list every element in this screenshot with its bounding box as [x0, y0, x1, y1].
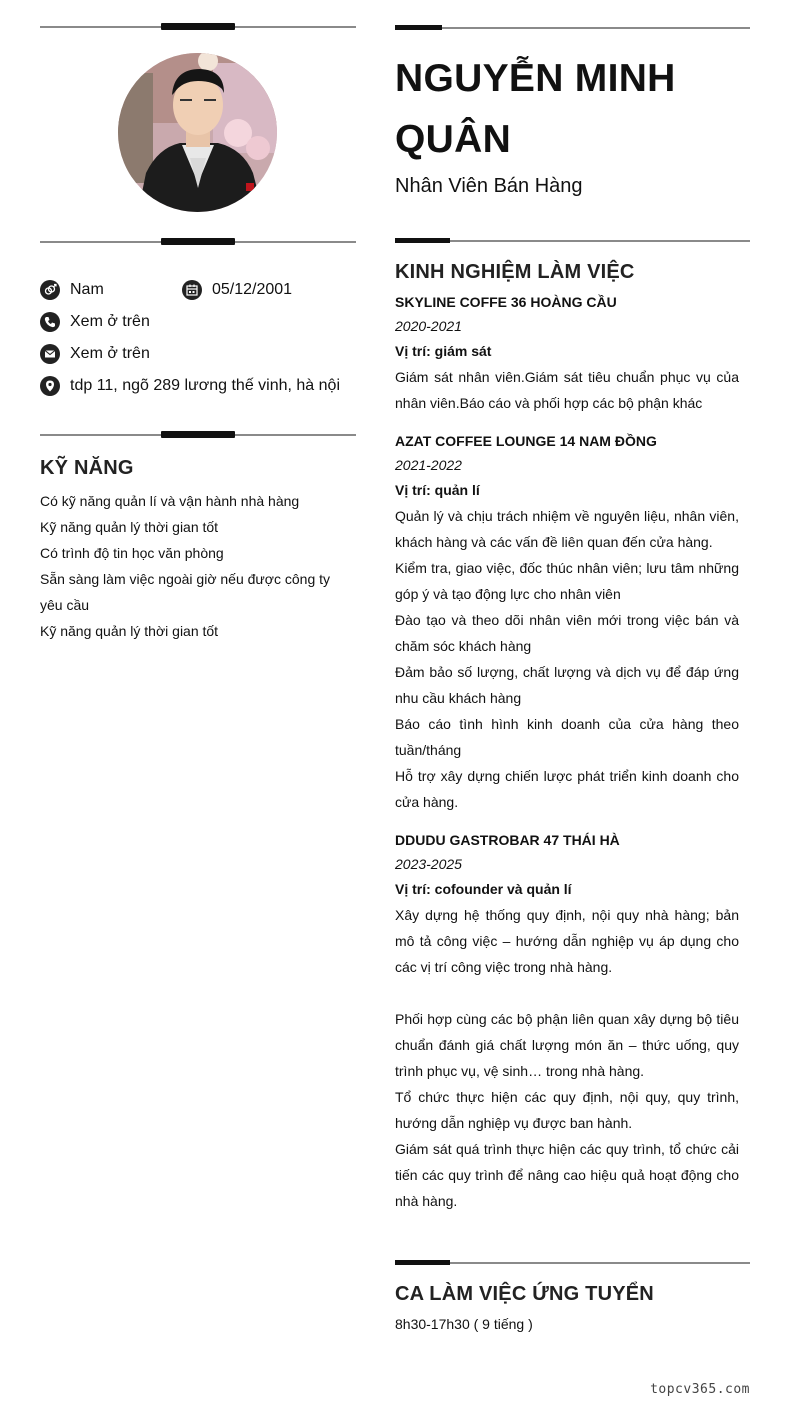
company-name: SKYLINE COFFE 36 HOÀNG CẦU — [395, 294, 617, 310]
description-line: Đào tạo và theo dõi nhân viên mới trong việc bán và chăm sóc khách hàng — [395, 612, 739, 654]
birthday-row — [182, 280, 292, 300]
shift-title: CA LÀM VIỆC ỨNG TUYỂN — [395, 1283, 654, 1305]
description-line: Tổ chức thực hiện các quy định, nội quy, quy trình, hướng dẫn nghiệp vụ được ban hành. — [395, 1089, 739, 1131]
calendar-icon — [182, 280, 202, 300]
company-name: AZAT COFFEE LOUNGE 14 NAM ĐỒNG — [395, 433, 657, 449]
work-period: 2020-2021 — [395, 318, 462, 334]
divider-accent — [395, 238, 450, 243]
job-description — [395, 364, 739, 416]
work-period: 2021-2022 — [395, 457, 462, 473]
phone-icon — [40, 312, 60, 332]
gender-value: Nam — [70, 281, 104, 298]
job-description — [395, 902, 739, 1214]
company-name: DDUDU GASTROBAR 47 THÁI HÀ — [395, 832, 620, 848]
work-period: 2023-2025 — [395, 856, 462, 872]
email-value: Xem ở trên — [70, 345, 150, 362]
address-row — [40, 376, 340, 396]
description-spacer — [395, 980, 739, 1006]
skill-item: Kỹ năng quản lý thời gian tốt — [40, 623, 219, 639]
profile-photo — [118, 53, 277, 212]
phone-row — [40, 312, 150, 332]
divider-line — [395, 27, 750, 29]
job-description — [395, 503, 739, 815]
divider-accent — [161, 238, 235, 245]
description-line: Xây dựng hệ thống quy định, nội quy nhà hàng; bản mô tả công việc – hướng dẫn nghiệp vụ áp dụng cho các vị trí công việc trong nhà hàng. — [395, 907, 739, 975]
divider-accent — [395, 25, 442, 30]
candidate-name: NGUYỄN MINH QUÂN — [395, 57, 676, 161]
birthday-value: 05/12/2001 — [212, 281, 293, 298]
skills-title: KỸ NĂNG — [40, 457, 134, 479]
job-title: Nhân Viên Bán Hàng — [395, 175, 583, 197]
address-value: tdp 11, ngõ 289 lương thế vinh, hà nội — [70, 377, 340, 394]
experience-item — [395, 429, 739, 815]
job-role: Vị trí: giám sát — [395, 343, 492, 359]
description-line: Quản lý và chịu trách nhiệm về nguyên liệu, nhân viên, khách hàng và các vấn đề liên quan đến cửa hàng. — [395, 508, 739, 550]
description-line: Báo cáo tình hình kinh doanh của cửa hàng theo tuần/tháng — [395, 716, 739, 758]
email-icon — [40, 344, 60, 364]
skills-list — [40, 488, 356, 644]
description-line: Đảm bảo số lượng, chất lượng và dịch vụ để đáp ứng nhu cầu khách hàng — [395, 664, 739, 706]
divider-accent — [161, 23, 235, 30]
location-icon — [40, 376, 60, 396]
description-line: Kiểm tra, giao việc, đốc thúc nhân viên; lưu tâm những góp ý và tạo động lực cho nhân viên — [395, 560, 739, 602]
gender-row — [40, 280, 104, 300]
divider-accent — [161, 431, 235, 438]
divider-accent — [395, 1260, 450, 1265]
experience-item — [395, 828, 739, 1214]
description-line: Giám sát nhân viên.Giám sát tiêu chuẩn phục vụ của nhân viên.Báo cáo và phối hợp các bộ phận khác — [395, 369, 739, 411]
experience-item — [395, 290, 739, 416]
skill-item: Có kỹ năng quản lí và vận hành nhà hàng — [40, 493, 300, 509]
experience-title: KINH NGHIỆM LÀM VIỆC — [395, 261, 635, 283]
skill-item: Sẵn sàng làm việc ngoài giờ nếu được công ty yêu cầu — [40, 571, 331, 613]
description-line: Giám sát quá trình thực hiện các quy trình, tổ chức cải tiến các quy trình để nâng cao hiệu quả hoạt động cho nhà hàng. — [395, 1141, 739, 1209]
job-role: Vị trí: cofounder và quản lí — [395, 881, 572, 897]
job-role: Vị trí: quản lí — [395, 482, 480, 498]
description-line: Hỗ trợ xây dựng chiến lược phát triển kinh doanh cho cửa hàng. — [395, 768, 739, 810]
avatar — [118, 53, 277, 212]
watermark: topcv365.com — [650, 1382, 750, 1397]
phone-value: Xem ở trên — [70, 313, 150, 330]
skill-item: Có trình độ tin học văn phòng — [40, 545, 224, 561]
description-line: Phối hợp cùng các bộ phận liên quan xây dựng bộ tiêu chuẩn đánh giá chất lượng món ăn – thức uống, quy trình phục vụ, vệ sinh… trong nhà hàng. — [395, 1011, 739, 1079]
email-row — [40, 344, 150, 364]
gender-icon — [40, 280, 60, 300]
shift-value: 8h30-17h30 ( 9 tiếng ) — [395, 1316, 533, 1332]
skill-item: Kỹ năng quản lý thời gian tốt — [40, 519, 219, 535]
